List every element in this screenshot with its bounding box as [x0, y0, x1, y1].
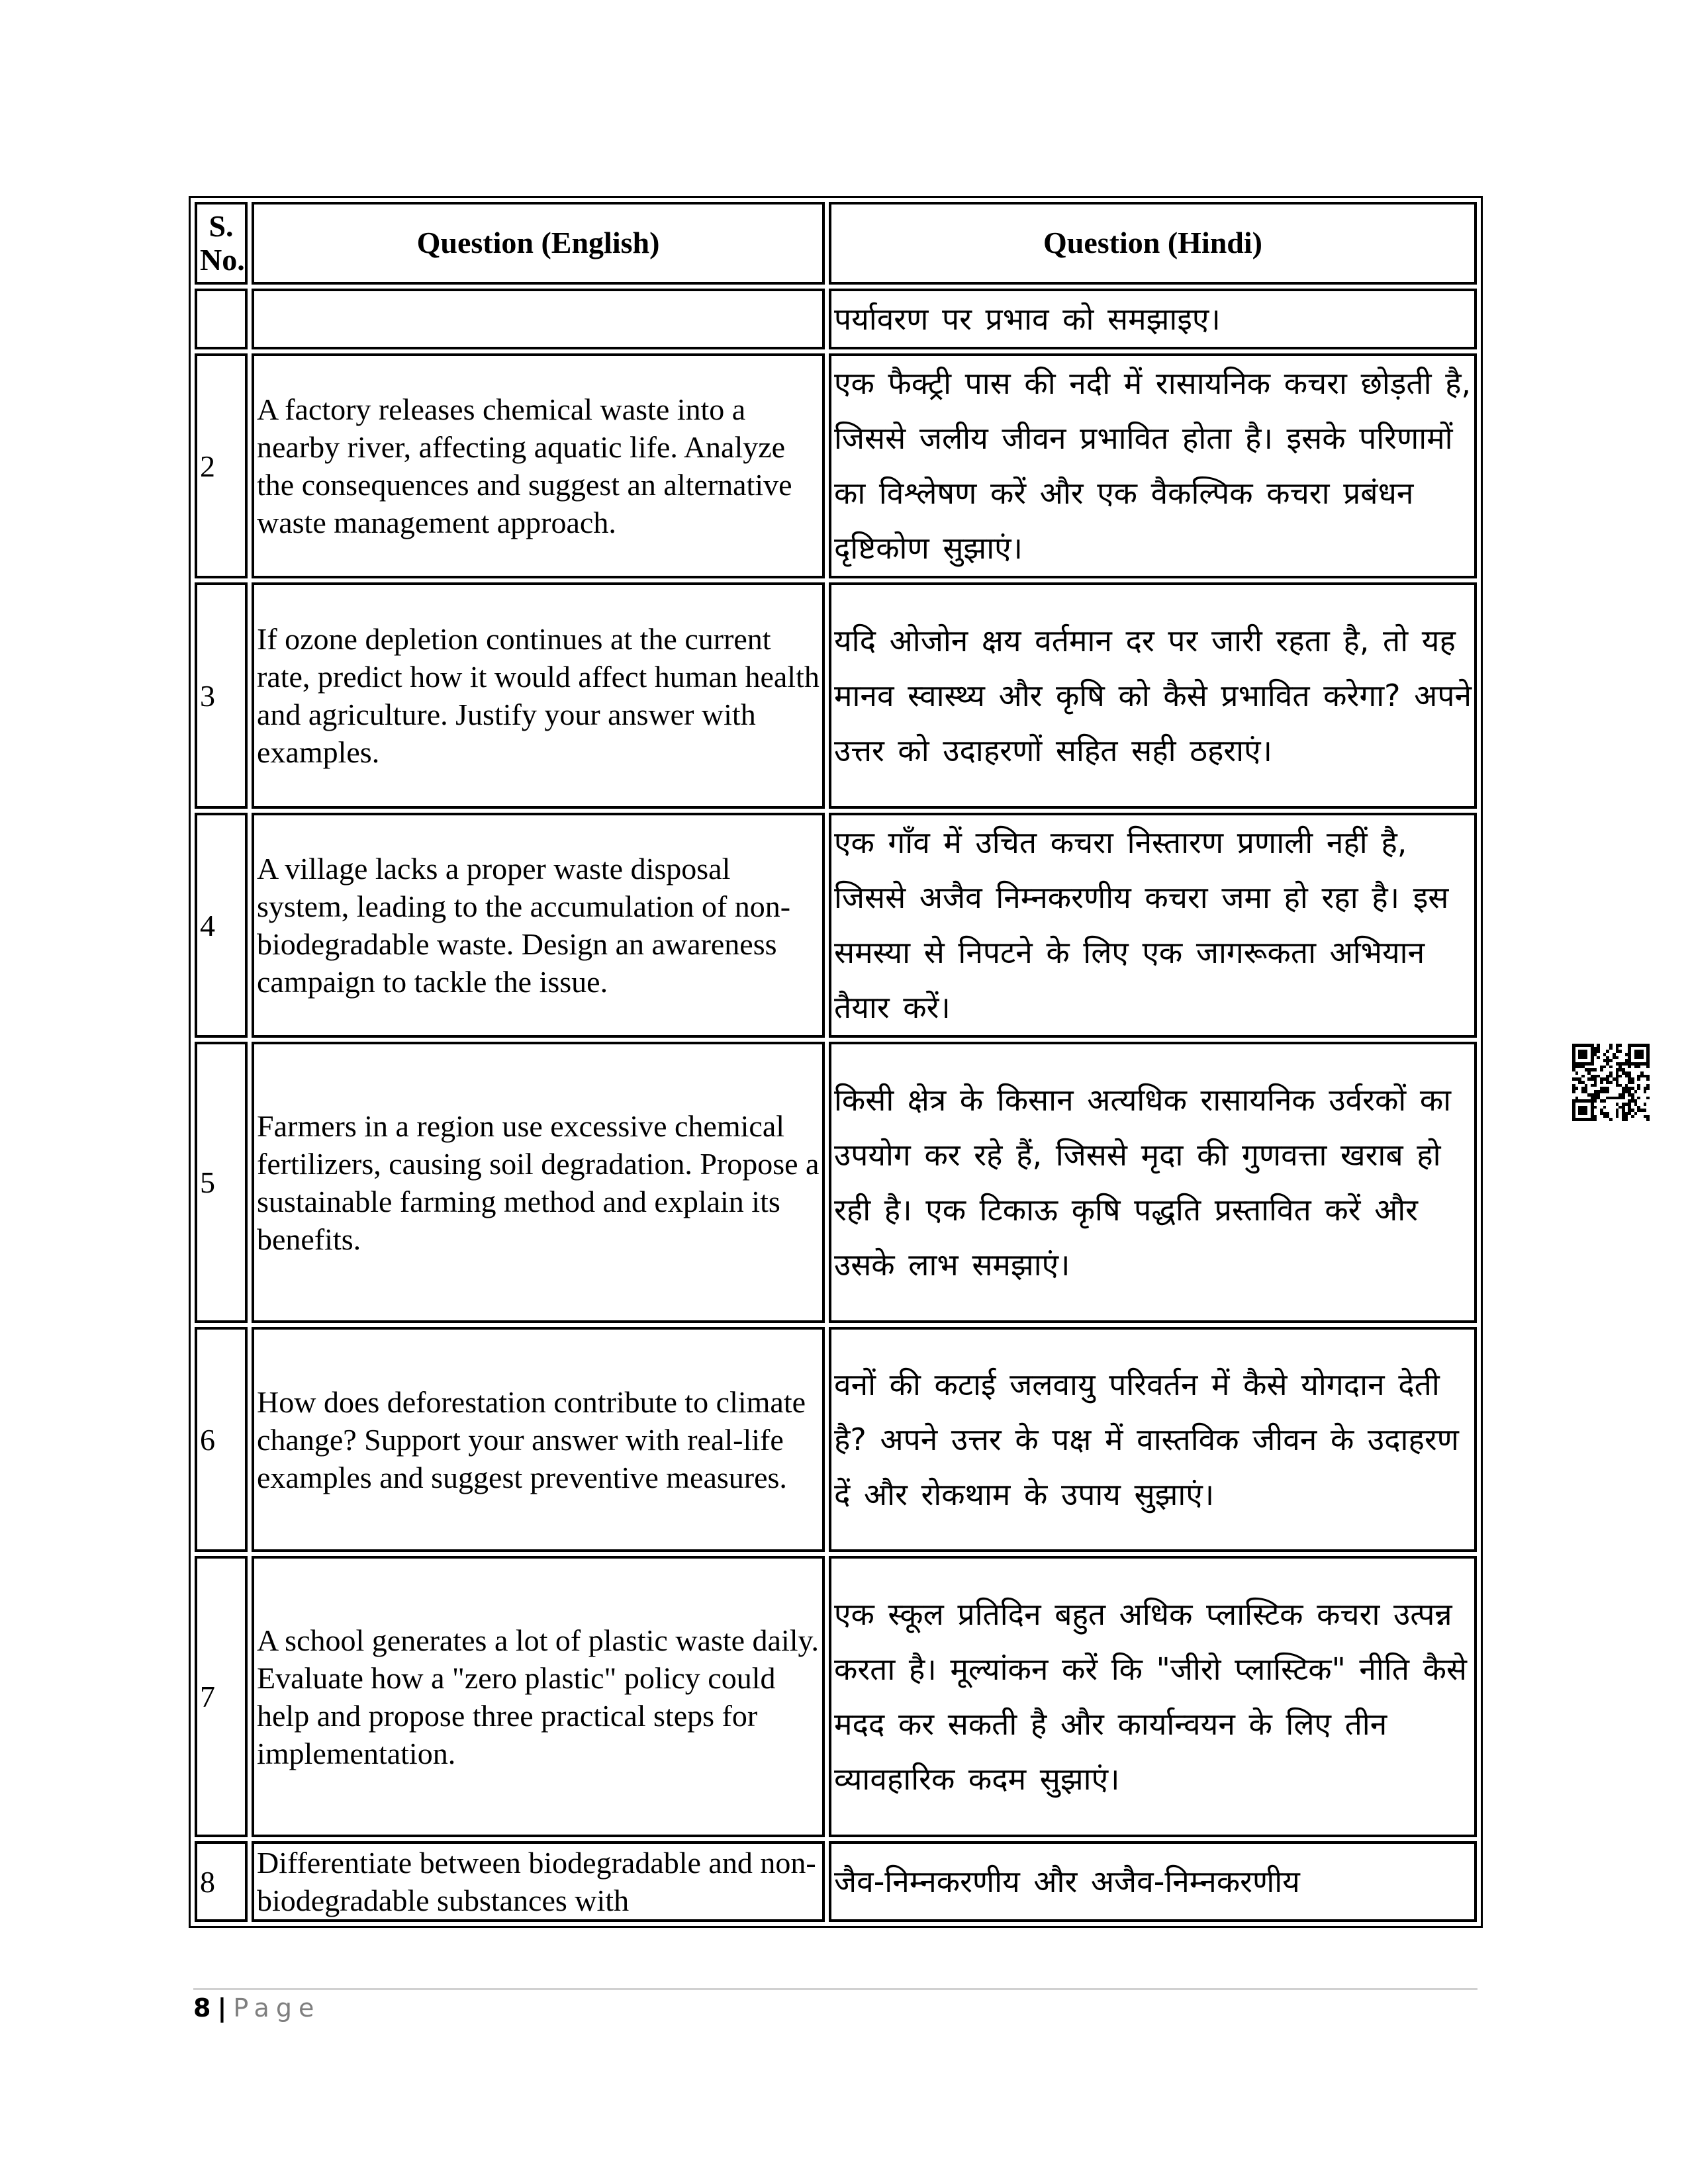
row-sno: 3	[195, 582, 248, 809]
row-english	[252, 289, 825, 349]
row-english: A village lacks a proper waste disposal system, leading to the accumulation of non-biodegradable waste. Design an awareness campaign to tackle the issue.	[252, 813, 825, 1038]
footer-separator: |	[217, 1993, 227, 2023]
questions-table	[189, 196, 1483, 1928]
row-hindi: एक फैक्ट्री पास की नदी में रासायनिक कचरा छोड़ती है, जिससे जलीय जीवन प्रभावित होता है। इसके परिणामों का विश्लेषण करें और एक वैकल्पिक कचरा प्रबंधन दृष्टिकोण सुझाएं।	[829, 353, 1477, 578]
row-sno: 5	[195, 1042, 248, 1323]
row-english: A school generates a lot of plastic waste daily. Evaluate how a "zero plastic" policy could help and propose three practical steps for implementation.	[252, 1556, 825, 1837]
qr-module	[1646, 1118, 1650, 1121]
footer-divider	[193, 1988, 1477, 1990]
row-english: How does deforestation contribute to climate change? Support your answer with real-life examples and suggest preventive measures.	[252, 1327, 825, 1552]
row-english: Differentiate between biodegradable and non-biodegradable substances with	[252, 1841, 825, 1922]
qr-code-icon	[1572, 1044, 1650, 1121]
row-sno: 2	[195, 353, 248, 578]
row-sno: 6	[195, 1327, 248, 1552]
header-hindi: Question (Hindi)	[829, 202, 1477, 285]
table-row	[195, 1042, 1477, 1323]
table-row	[195, 353, 1477, 578]
row-hindi: यदि ओजोन क्षय वर्तमान दर पर जारी रहता है, तो यह मानव स्वास्थ्य और कृषि को कैसे प्रभावित करेगा? अपने उत्तर को उदाहरणों सहित सही ठहराएं।	[829, 582, 1477, 809]
table-row	[195, 1556, 1477, 1837]
row-hindi: किसी क्षेत्र के किसान अत्यधिक रासायनिक उर्वरकों का उपयोग कर रहे हैं, जिससे मृदा की गुणवत्ता खराब हो रही है। एक टिकाऊ कृषि पद्धति प्रस्तावित करें और उसके लाभ समझाएं।	[829, 1042, 1477, 1323]
table-header-row	[195, 202, 1477, 285]
header-sno: S. No.	[195, 202, 248, 285]
row-english: A factory releases chemical waste into a nearby river, affecting aquatic life. Analyze the consequences and suggest an alternative waste management approach.	[252, 353, 825, 578]
row-sno: 8	[195, 1841, 248, 1922]
table-row	[195, 1327, 1477, 1552]
row-sno: 7	[195, 1556, 248, 1837]
row-hindi: जैव-निम्नकरणीय और अजैव-निम्नकरणीय	[829, 1841, 1477, 1922]
row-english: Farmers in a region use excessive chemical fertilizers, causing soil degradation. Propose a sustainable farming method and explain its benefits.	[252, 1042, 825, 1323]
row-hindi: एक स्कूल प्रतिदिन बहुत अधिक प्लास्टिक कचरा उत्पन्न करता है। मूल्यांकन करें कि "जीरो प्लास्टिक" नीति कैसे मदद कर सकती है और कार्यान्वयन के लिए तीन व्यावहारिक कदम सुझाएं।	[829, 1556, 1477, 1837]
table-row	[195, 582, 1477, 809]
header-english: Question (English)	[252, 202, 825, 285]
table-row	[195, 813, 1477, 1038]
row-hindi: पर्यावरण पर प्रभाव को समझाइए।	[829, 289, 1477, 349]
table-row	[195, 1841, 1477, 1922]
row-english: If ozone depletion continues at the current rate, predict how it would affect human health and agriculture. Justify your answer with examples.	[252, 582, 825, 809]
row-hindi: वनों की कटाई जलवायु परिवर्तन में कैसे योगदान देती है? अपने उत्तर के पक्ष में वास्तविक जीवन के उदाहरण दें और रोकथाम के उपाय सुझाएं।	[829, 1327, 1477, 1552]
page-label: Page	[233, 1993, 321, 2023]
page-number: 8	[193, 1993, 211, 2023]
table-row	[195, 289, 1477, 349]
row-sno	[195, 289, 248, 349]
row-hindi: एक गाँव में उचित कचरा निस्तारण प्रणाली नहीं है, जिससे अजैव निम्नकरणीय कचरा जमा हो रहा है। इस समस्या से निपटने के लिए एक जागरूकता अभियान तैयार करें।	[829, 813, 1477, 1038]
page-footer	[193, 1993, 320, 2023]
row-sno: 4	[195, 813, 248, 1038]
